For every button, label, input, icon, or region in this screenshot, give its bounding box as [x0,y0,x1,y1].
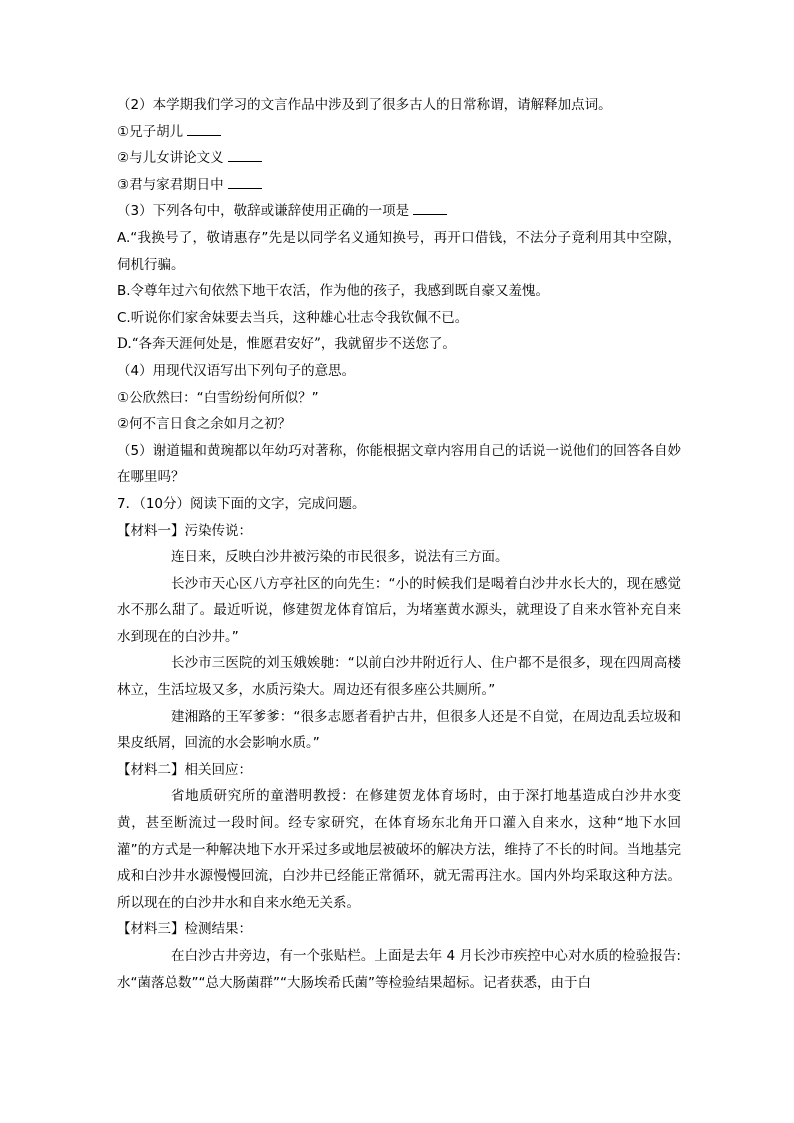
q2-item-3: ③君与家君期日中 [117,172,681,199]
q4-item-1: ①公欣然曰：“白雪纷纷何所似？” [117,389,319,406]
material-1-para-1: 连日来，反映白沙井被污染的市民很多，说法有三方面。 [171,549,509,566]
material-3-title: 【材料三】检测结果： [117,921,252,938]
material-2-para-1: 省地质研究所的童潜明教授：在修建贺龙体育场时，由于深打地基造成白沙井水变黄，甚至断流过一段时间。经专家研究，在体育场东北角开口灌入自来水，这种“地下水回灌”的方式是一种解决地下水开采过多或地层被破坏的解决方法，维持了不长的时间。当地基完成和白沙井水源慢慢回流，白沙井已经能正常循环，就无需再注水。国内外均采取这种方法。所以现在的白沙井水和自来水绝无关系。 [117,788,681,911]
answer-blank[interactable] [413,200,447,215]
answer-blank[interactable] [228,174,262,189]
q3-option-d: D.“各奔天涯何处是，惟愿君安好”，我就留步不送您了。 [117,336,456,353]
q3-option-c: C.听说你们家舍妹要去当兵，这种雄心壮志令我钦佩不已。 [117,309,469,326]
material-1-para-2: 长沙市天心区八方亭社区的向先生：“小的时候我们是喝着白沙井水长大的，现在感觉水不那么甜了。最近听说，修建贺龙体育馆后，为堵塞黄水源头，就理设了自来水管补充自来水到现在的白沙井。” [117,575,681,645]
material-1-title: 【材料一】污染传说： [117,522,252,539]
material-2-title: 【材料二】相关回应： [117,761,252,778]
q3-stem: （3）下列各句中，敬辞或谦辞使用正确的一项是 [117,198,681,225]
q5-stem: （5）谢道韫和黄琬都以年幼巧对著称，你能根据文章内容用自己的话说一说他们的回答各自妙在哪里吗？ [117,442,681,486]
material-3-para-1: 在白沙古井旁边，有一个张贴栏。上面是去年 4 月长沙市疾控中心对水质的检验报告: 水“菌落总数”“总大肠菌群”“大肠埃希氏菌”等检验结果超标。记者获悉，由于白 [117,948,681,991]
q2-item-2: ②与儿女讲论文义 [117,145,681,172]
q2-stem: （2）本学期我们学习的文言作品中涉及到了很多古人的日常称谓，请解释加点词。 [117,97,612,113]
material-1-para-4: 建湘路的王军爹爹：“很多志愿者看护古井，但很多人还是不自觉，在周边乱丢垃圾和果皮纸屑，回流的水会影响水质。” [117,708,681,752]
q4-item-2: ②何不言日食之余如月之初？ [117,416,292,433]
q3-option-b: B.令尊年过六旬依然下地干农活，作为他的孩子，我感到既自豪又羞愧。 [117,283,550,300]
answer-blank[interactable] [187,121,221,136]
q4-stem: （4）用现代汉语写出下列句子的意思。 [117,362,356,379]
document-content [117,92,681,996]
answer-blank[interactable] [228,147,262,162]
q3-option-a: A.“我换号了，敬请惠存”先是以同学名义通知换号，再开口借钱，不法分子竟利用其中空隙，伺机行骗。 [117,229,681,273]
q2-item-1: ①兄子胡儿 [117,119,681,146]
material-1-para-3: 长沙市三医院的刘玉娥娭毑：“以前白沙井附近行人、住户都不是很多，现在四周高楼林立，生活垃圾又多，水质污染大。周边还有很多座公共厕所。” [117,655,681,699]
q7-stem: 7．（10分）阅读下面的文字，完成问题。 [117,495,366,512]
